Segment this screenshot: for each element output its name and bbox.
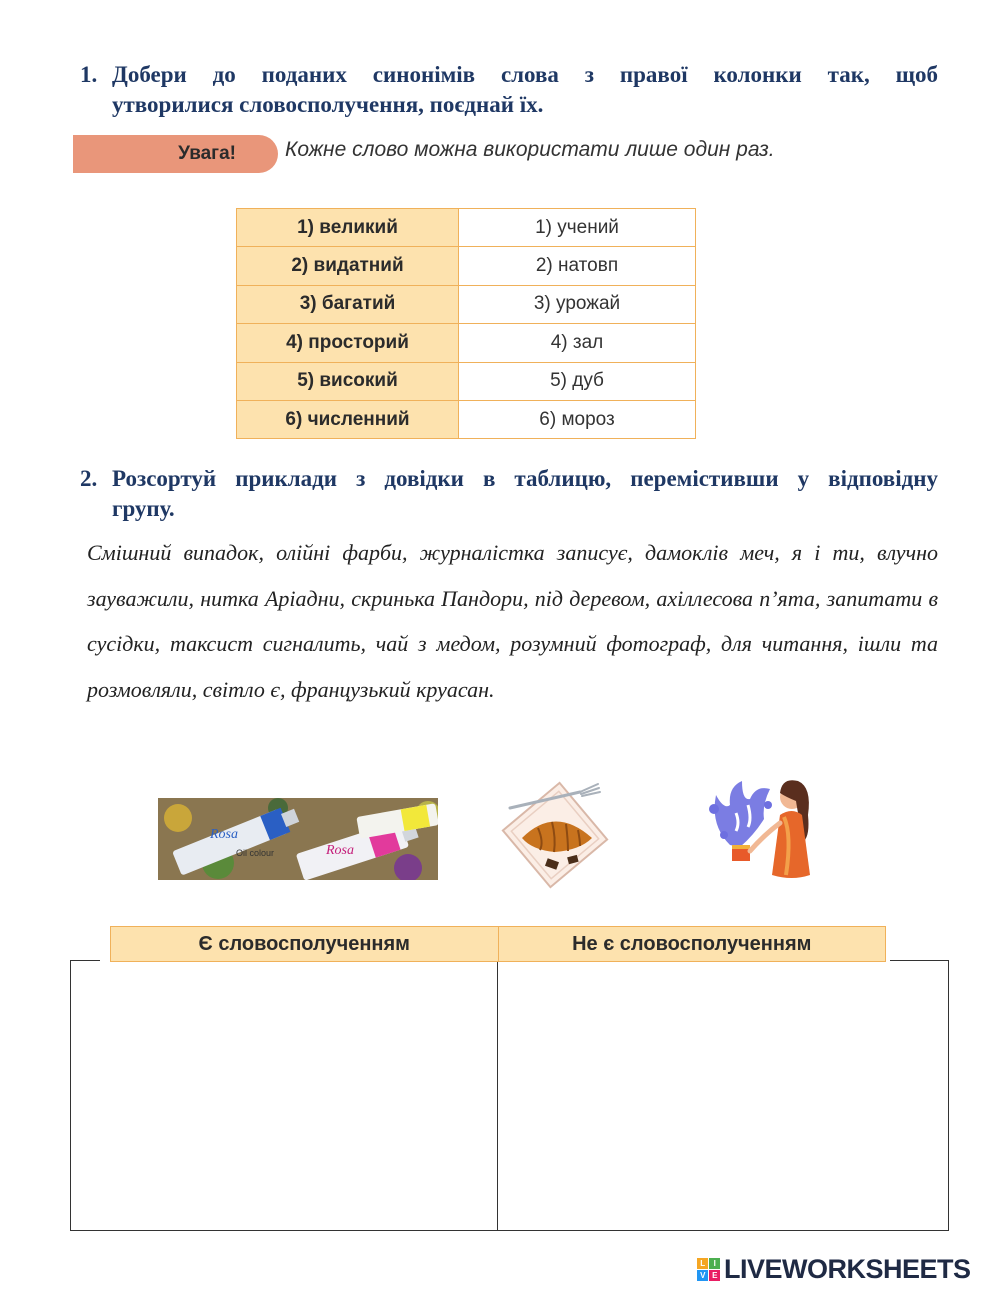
drop-zone-is-phrase[interactable]: [71, 962, 497, 1230]
synonym-table: [236, 208, 696, 439]
logo-square: L: [697, 1258, 708, 1269]
attention-label: Увага!: [178, 143, 236, 164]
header-not-phrase: Не є словосполученням: [498, 927, 886, 961]
match-word[interactable]: 4) зал: [459, 324, 696, 362]
drop-zone-not-phrase[interactable]: [498, 962, 948, 1230]
synonym-word[interactable]: 1) великий: [237, 209, 459, 247]
liveworksheets-logo-icon: [697, 1258, 720, 1281]
croissant-image: [500, 770, 610, 895]
synonym-row: [237, 209, 696, 247]
paint-brand-label: Rosa: [326, 843, 354, 858]
task-number: 2.: [80, 466, 98, 491]
logo-square: I: [709, 1258, 720, 1269]
pandora-image: [700, 775, 825, 887]
paint-tube-label: Oil colour: [236, 848, 275, 858]
synonym-word[interactable]: 3) багатий: [237, 285, 459, 323]
reference-text: Смішний випадок, олійні фарби, журналістка записує, дамоклів меч, я і ти, влучно зауважили, нитка Аріадни, скринька Пандори, під деревом, ахіллесова п’ята, запитати в сусідки, таксист сигналить, чай з медом, розумний фотограф, для читання, ішли та розмовляли, світло є, французький круасан.: [87, 540, 938, 702]
match-word[interactable]: 3) урожай: [459, 285, 696, 323]
brand-name: LIVEWORKSHEETS: [724, 1254, 971, 1284]
synonym-word[interactable]: 5) високий: [237, 362, 459, 400]
liveworksheets-brand: [697, 1254, 971, 1285]
match-word[interactable]: 2) натовп: [459, 247, 696, 285]
task-2-line-2: групу.: [112, 496, 175, 521]
oil-paints-image: [158, 798, 438, 880]
synonym-word[interactable]: 2) видатний: [237, 247, 459, 285]
attention-note: Кожне слово можна використати лише один раз.: [285, 138, 775, 161]
task-1-title: [80, 60, 938, 120]
logo-square: E: [709, 1270, 720, 1281]
logo-square: V: [697, 1270, 708, 1281]
attention-badge: [73, 135, 278, 173]
paint-brand-label: Rosa: [210, 827, 238, 842]
task-1-line-2: утворилися словосполучення, поєднай їх.: [112, 92, 544, 117]
sort-table-header: [110, 926, 886, 962]
synonym-row: [237, 324, 696, 362]
synonym-row: [237, 400, 696, 438]
task-2-title: [80, 464, 938, 524]
header-is-phrase: Є словосполученням: [198, 932, 410, 955]
synonym-row: [237, 285, 696, 323]
task-2-line-1: Розсортуй приклади з довідки в таблицю, перемістивши у відповідну: [112, 466, 938, 491]
synonym-row: [237, 362, 696, 400]
task-number: 1.: [80, 62, 98, 87]
synonym-word[interactable]: 6) численний: [237, 400, 459, 438]
match-word[interactable]: 5) дуб: [459, 362, 696, 400]
match-word[interactable]: 6) мороз: [459, 400, 696, 438]
task-1-line-1: Добери до поданих синонімів слова з правої колонки так, щоб: [112, 62, 938, 87]
synonym-row: [237, 247, 696, 285]
synonym-word[interactable]: 4) просторий: [237, 324, 459, 362]
match-word[interactable]: 1) учений: [459, 209, 696, 247]
